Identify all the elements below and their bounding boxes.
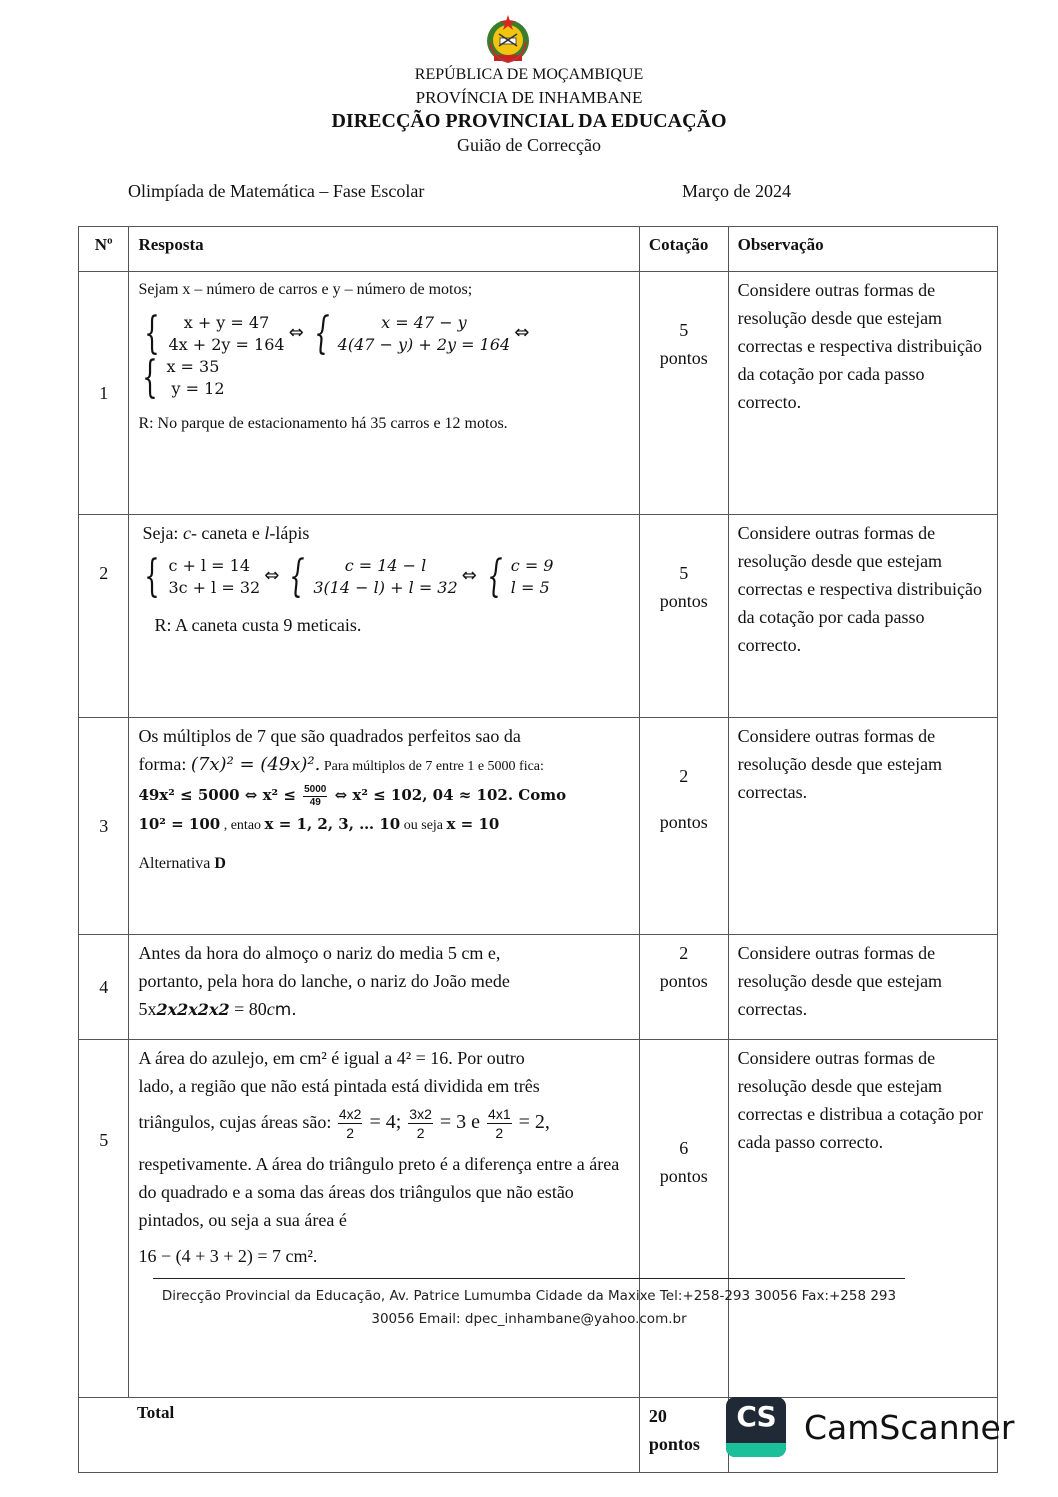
- total-score-value: 20: [648, 1406, 667, 1426]
- score-value: 2: [679, 943, 689, 963]
- equation-chain: [138, 551, 629, 602]
- score-cell: [639, 1040, 728, 1398]
- camscanner-name: CamScanner: [804, 1407, 1015, 1447]
- brace-icon: {: [144, 308, 161, 359]
- exam-date: Março de 2024: [682, 181, 791, 201]
- table-row: [79, 935, 998, 1040]
- header-province: PROVÍNCIA DE INHAMBANE: [415, 88, 643, 107]
- score-unit: pontos: [659, 591, 708, 611]
- footer-address: Direcção Provincial da Educação, Av. Patrice Lumumba Cidade da Maxixe Tel:+258-293 30056 Fax:+258 293: [161, 1288, 897, 1304]
- equivalence-icon: ⇔: [514, 322, 530, 344]
- col-header-score: Cotação: [639, 227, 728, 272]
- question-number: 5: [79, 1040, 129, 1398]
- answer-cell: Os múltiplos de 7 que são quadrados perfeitos sao da forma: (7x)² = (49x)². Para múltiplos de 7 entre 1 e 5000 fica: 49x² ≤ 5000 ⇔ x² ≤ $\frac{5000}{49}$ ⇔ x² ≤ 102, 04 ≈ 102. Como 10² = 100 , entao x = 1, 2, 3, … 10 ou seja x = 10 Alternativa D: [129, 718, 639, 935]
- answer-cell: A área do azulejo, em cm² é igual a 4² = 16. Por outro lado, a região que não está pintada está dividida em três triângulos, cujas áreas são: $\frac{4x2}{2}$ = 4; $\frac{3x2}{2}$ = 3 e $\frac{4x1}{2}$ = 2, respetivamente. A área do triângulo preto é a diferença entre a área do quadrado e a soma das áreas dos triângulos que não estão pintados, ou seja a sua área é 16 − (4 + 3 + 2) = 7 cm².: [129, 1040, 639, 1398]
- score-cell: [639, 935, 728, 1040]
- total-label: Total: [79, 1398, 640, 1473]
- answer-result: R: A caneta custa 9 meticais.: [154, 615, 362, 635]
- equivalence-icon: ⇔: [461, 565, 477, 587]
- brace-icon: {: [142, 352, 159, 403]
- footer-contact: 30056 Email: dpec_inhambane@yahoo.com.br: [371, 1311, 687, 1327]
- answer-cell: [129, 272, 639, 515]
- col-header-observation: Observação: [728, 227, 997, 272]
- camscanner-watermark: [726, 1397, 1014, 1457]
- equivalence-icon: ⇔: [264, 565, 280, 587]
- table-row: [79, 272, 998, 515]
- observation-cell: Considere outras formas de resolução desde que estejam correctas.: [728, 718, 997, 935]
- question-number: 1: [79, 272, 129, 515]
- brace-icon: {: [289, 551, 306, 602]
- coat-of-arms-emblem: [482, 12, 534, 66]
- observation-cell: Considere outras formas de resolução desde que estejam correctas e respectiva distribuição da cotação por cada passo correcto.: [728, 515, 997, 718]
- score-unit: pontos: [659, 348, 708, 368]
- question-number: 2: [79, 515, 129, 718]
- fraction: $\frac{4x1}{2}$: [488, 1106, 511, 1142]
- score-value: 6: [679, 1138, 689, 1158]
- solution-system: { x = 35 y = 12: [142, 352, 225, 403]
- answer-cell: Antes da hora do almoço o nariz do media 5 cm e, portanto, pela hora do lanche, o nariz do João mede 5x2x2x2x2 = 80cm.: [129, 935, 639, 1040]
- col-header-number: Nº: [79, 227, 129, 272]
- header-republic: REPÚBLICA DE MOÇAMBIQUE: [414, 66, 644, 83]
- camscanner-logo-icon: CS: [726, 1397, 786, 1457]
- score-value: 5: [679, 563, 689, 583]
- table-row: [79, 515, 998, 718]
- equation-system: { x + y = 47 4x + 2y = 164: [144, 308, 285, 359]
- table-row: [79, 718, 998, 935]
- score-unit: pontos: [659, 1166, 708, 1186]
- observation-cell: Considere outras formas de resolução desde que estejam correctas e respectiva distribuição da cotação por cada passo correcto.: [728, 272, 997, 515]
- question-number: 3: [79, 718, 129, 935]
- exam-name: Olimpíada de Matemática – Fase Escolar: [128, 181, 425, 201]
- alternative-answer: D: [214, 855, 226, 872]
- footer-divider: [153, 1278, 905, 1279]
- brace-icon: {: [487, 551, 503, 602]
- fraction: $\frac{5000}{49}$: [304, 783, 327, 808]
- table-row: [79, 1040, 998, 1398]
- answer-result: R: No parque de estacionamento há 35 carros e 12 motos.: [138, 415, 508, 432]
- score-cell: [639, 718, 728, 935]
- correction-table: [78, 226, 998, 1473]
- equation-system: { c = 9 l = 5: [487, 551, 554, 602]
- fraction: $\frac{4x2}{2}$: [338, 1106, 362, 1142]
- observation-cell: Considere outras formas de resolução desde que estejam correctas.: [728, 935, 997, 1040]
- score-unit: pontos: [659, 812, 708, 832]
- brace-icon: {: [144, 551, 161, 602]
- score-value: 5: [679, 320, 689, 340]
- fraction: $\frac{3x2}{2}$: [409, 1106, 432, 1142]
- score-cell: [639, 515, 728, 718]
- equation-system: { x = 47 − y 4(47 − y) + 2y = 164: [313, 308, 511, 359]
- brace-icon: {: [313, 308, 330, 359]
- col-header-answer: Resposta: [129, 227, 639, 272]
- equation-system: { c + l = 14 3c + l = 32: [144, 551, 261, 602]
- question-number: 4: [79, 935, 129, 1040]
- header-directorate: DIRECÇÃO PROVINCIAL DA EDUCAÇÃO: [331, 110, 727, 132]
- answer-cell: [129, 515, 639, 718]
- score-cell: [639, 272, 728, 515]
- observation-cell: Considere outras formas de resolução desde que estejam correctas e distribua a cotação por cada passo correcto.: [728, 1040, 997, 1398]
- equation-system: { c = 14 − l 3(14 − l) + l = 32: [289, 551, 458, 602]
- equivalence-icon: ⇔: [288, 322, 304, 344]
- score-value: 2: [679, 766, 689, 786]
- table-header-row: [79, 227, 998, 272]
- total-score-cell: [639, 1398, 728, 1473]
- document-title: Guião de Correcção: [457, 135, 601, 155]
- score-unit: pontos: [659, 971, 708, 991]
- equation-chain: [138, 308, 629, 359]
- total-score-unit: pontos: [648, 1434, 700, 1454]
- answer-intro: Seja: c- caneta e l-lápis: [142, 523, 310, 543]
- answer-intro: Sejam x – número de carros e y – número de motos;: [138, 281, 473, 298]
